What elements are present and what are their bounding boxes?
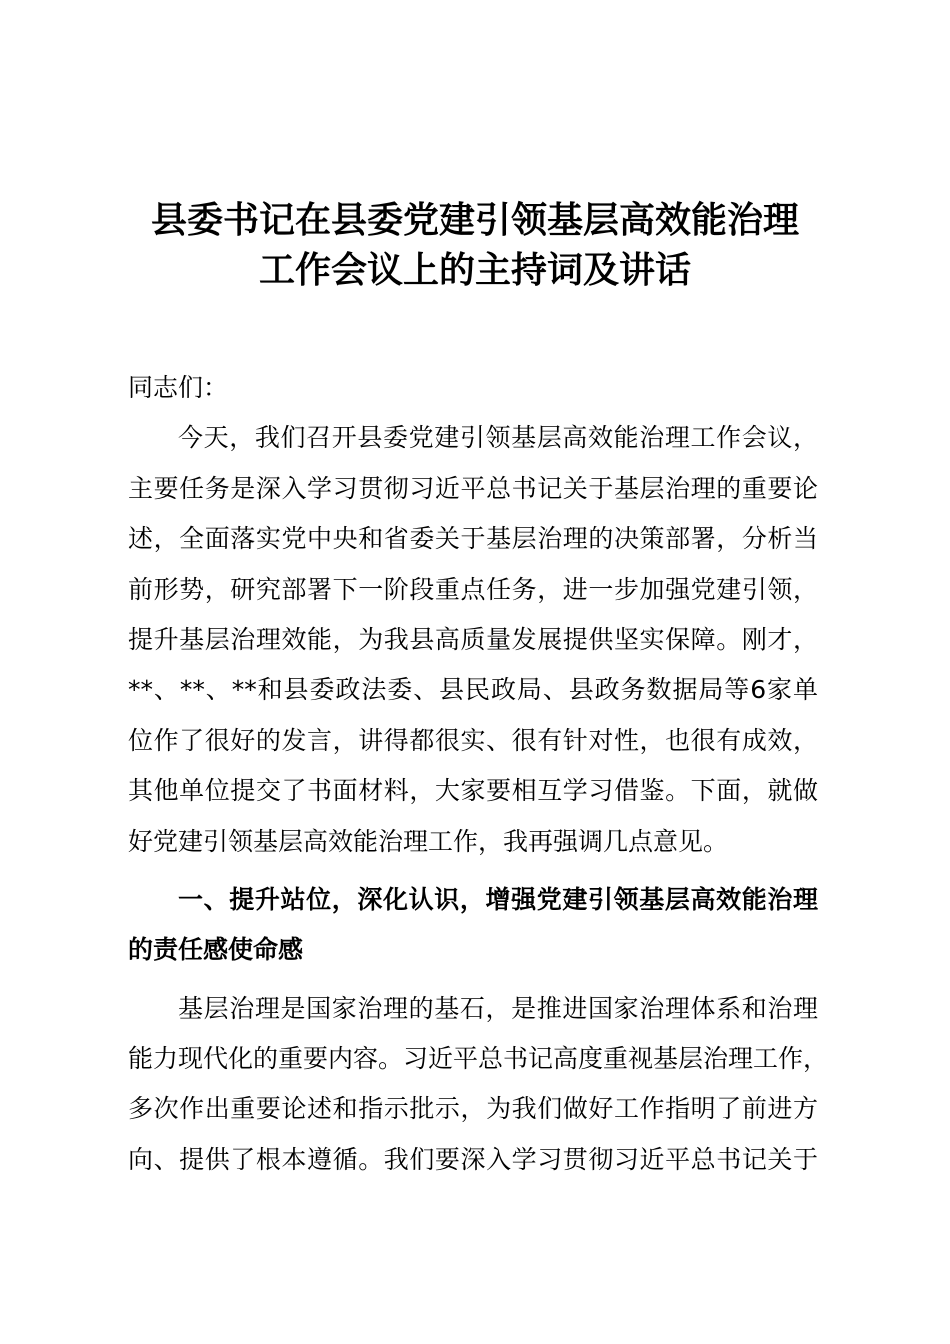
paragraph-1 — [128, 413, 818, 867]
section-heading-1 — [128, 875, 818, 976]
paragraph-line: 好党建引领基层高效能治理工作，我再强调几点意见。 — [128, 826, 729, 856]
paragraph-2 — [128, 984, 829, 1186]
heading-line: 一、提升站位，深化认识，增强党建引领基层高效能治理 — [178, 884, 818, 914]
title-line: 工作会议上的主持词及讲话 — [258, 250, 691, 291]
paragraph-line: 其他单位提交了书面材料，大家要相互学习借鉴。下面，就做 — [128, 776, 818, 806]
paragraph-line: 能力现代化的重要内容。习近平总书记高度重视基层治理工作， — [128, 1044, 829, 1074]
paragraph-line: 今天，我们召开县委党建引领基层高效能治理工作会议， — [178, 423, 818, 453]
title-line: 县委书记在县委党建引领基层高效能治理 — [150, 200, 799, 241]
paragraph-line: 位作了很好的发言，讲得都很实、很有针对性，也很有成效， — [128, 725, 818, 755]
paragraph-line: 述，全面落实党中央和省委关于基层治理的决策部署，分析当 — [128, 524, 818, 554]
paragraph-line: 提升基层治理效能，为我县高质量发展提供坚实保障。刚才， — [128, 624, 818, 654]
paragraph-line: **、**、**和县委政法委、县民政局、县政务数据局等6家单 — [128, 675, 818, 705]
paragraph-line: 前形势，研究部署下一阶段重点任务，进一步加强党建引领， — [128, 574, 818, 604]
paragraph-line: 多次作出重要论述和指示批示，为我们做好工作指明了前进方 — [128, 1094, 818, 1124]
paragraph-line: 基层治理是国家治理的基石，是推进国家治理体系和治理 — [178, 993, 818, 1023]
paragraph-line: 主要任务是深入学习贯彻习近平总书记关于基层治理的重要论 — [128, 473, 818, 503]
heading-line: 的责任感使命感 — [128, 935, 304, 965]
paragraph-line: 向、提供了根本遵循。我们要深入学习贯彻习近平总书记关于 — [128, 1144, 818, 1174]
salutation: 同志们： — [128, 373, 229, 402]
document-body — [128, 363, 829, 1185]
document-title — [0, 196, 950, 296]
